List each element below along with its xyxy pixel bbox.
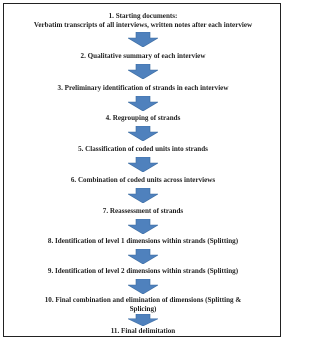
flowchart-frame [3,3,281,337]
step-10-final-combination [10,296,276,314]
down-arrow-icon [128,96,158,111]
step-9-label: 9. Identification of level 2 dimensions within strands (Splitting) [47,267,239,275]
step-7-label: 7. Reassessment of strands [102,207,184,215]
step-11-final-delimitation [10,327,276,336]
step-4-regrouping [10,114,276,123]
step-1-starting-documents [10,12,276,30]
step-4-label: 4. Regrouping of strands [105,114,181,122]
down-arrow-icon [128,64,158,79]
step-2-qualitative-summary [10,52,276,61]
step-3-label: 3. Preliminary identification of strands in each interview [57,84,229,92]
step-6-label: 6. Combination of coded units across interviews [70,176,216,184]
step-2-label: 2. Qualitative summary of each interview [80,52,206,60]
step-10-label-line-1: 10. Final combination and elimination of dimensions (Splitting & [44,296,242,304]
step-7-reassessment [10,207,276,216]
step-1-title: 1. Starting documents: [108,12,178,20]
step-5-classification [10,145,276,154]
step-11-label: 11. Final delimitation [110,327,176,335]
step-10-label-line-2: Splicing) [129,305,157,313]
down-arrow-icon [128,126,158,141]
step-6-combination [10,176,276,185]
step-3-preliminary-identification [10,84,276,93]
down-arrow-icon [128,279,158,294]
step-1-detail: Verbatim transcripts of all interviews, written notes after each interview [33,21,253,29]
down-arrow-icon [128,249,158,264]
step-8-level1-dimensions [10,237,276,246]
step-8-label: 8. Identification of level 1 dimensions within strands (Splitting) [47,237,239,245]
down-arrow-icon [128,188,158,203]
down-arrow-icon [128,219,158,234]
step-9-level2-dimensions [10,267,276,276]
step-5-label: 5. Classification of coded units into strands [78,145,208,153]
down-arrow-icon [128,32,158,47]
down-arrow-icon [128,157,158,172]
